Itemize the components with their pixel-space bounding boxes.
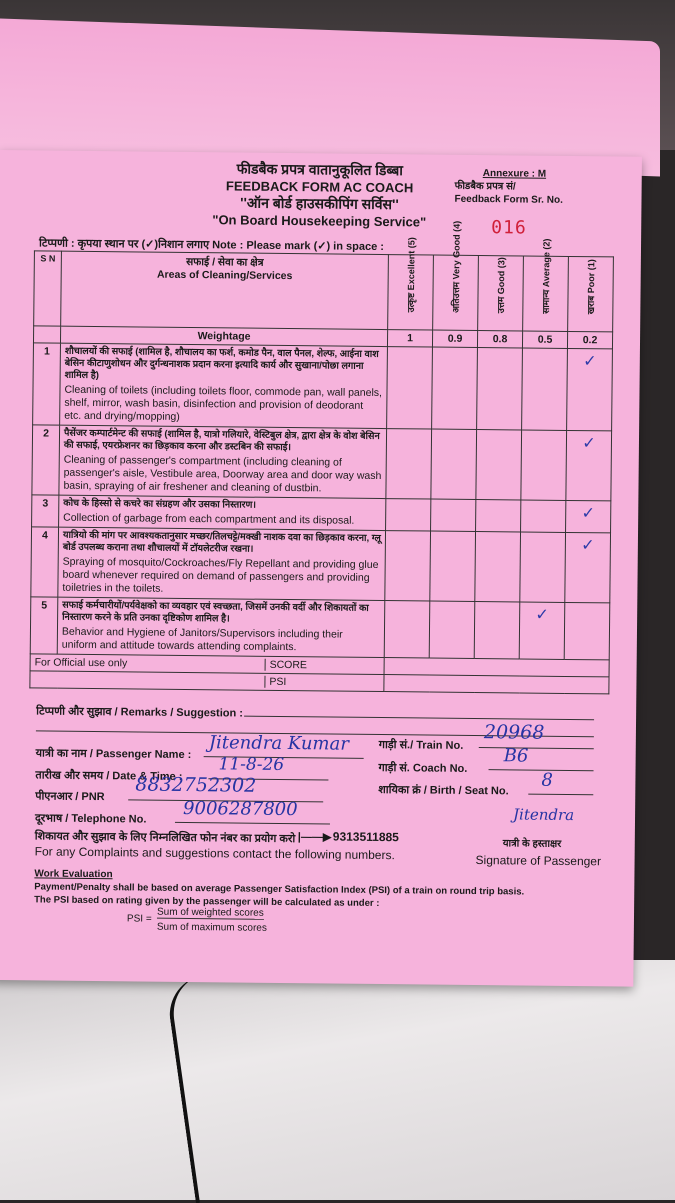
row-sn: 1 [33,343,61,425]
row-description [60,343,388,428]
rating-cell[interactable] [474,601,520,658]
rating-cell[interactable] [384,601,430,658]
remarks-label: टिप्पणी और सुझाव / Remarks / Suggestion : [36,705,244,720]
row-description [58,527,386,600]
table-row [32,425,612,501]
psi-denominator: Sum of maximum scores [156,921,267,934]
row-sn: 3 [32,495,59,527]
checkmark-poor[interactable]: ✓ [567,348,613,430]
rating-cell[interactable] [430,531,476,601]
form-header [149,160,490,232]
table-row [33,343,613,431]
train-no-label: गाड़ी सं./ Train No. [378,738,464,752]
complaint-number[interactable]: 9313511885 [332,829,399,845]
evaluation-line2: The PSI based on rating given by the passenger will be calculated as under : [34,894,380,910]
psi-numerator: Sum of weighted scores [156,906,264,919]
berth-label: शायिका क्रं / Birth / Seat No. [378,783,509,798]
table-row [30,597,610,660]
hindi-title: फीडबैक प्रपत्र वातानुकूलित डिब्बा [236,160,404,179]
berth-value[interactable]: 8 [541,769,553,791]
annexure-block [454,167,584,207]
row-hindi: पैसेंजर कम्पार्टमेन्ट की सफाई (शामिल है, यात्रो गलियारे, वेस्टिबुल क्षेत्र, द्वारा क्षेत्र के वोश बेसिन की सफाई, एयरफ्रेशनर का छिड़काव करना और डस्टबिन की सफाई। [63,427,380,454]
rating-cell[interactable] [431,429,477,499]
form-no-hindi: फीडबैक प्रपत्र सं/ [454,180,516,193]
mark-note: टिप्पणी : कृपया स्थान पर (✓)निशान लगाए Note : Please mark (✓) in space : [38,237,385,254]
evaluation-title: Work Evaluation [34,868,113,881]
signature-value[interactable]: Jitendra [512,805,575,825]
annexure-label: Annexure : M [482,168,547,180]
header-good: उत्तम Good (3) [478,256,524,331]
row-english: Cleaning of passenger's compartment (including cleaning of passenger's aisle, Vestibule area, Doorway area and door way wash basin, spraying of air freshener and cleaning of dustbin. [63,453,382,495]
complaint-hindi: शिकायत और सुझाव के लिए निम्नलिखित फोन नंबर का प्रयोग करो [34,830,296,846]
rating-cell[interactable] [429,601,475,658]
row-hindi: कोच के हिस्सो से कचरे का संग्रहण और उसका निस्तारण। [63,497,257,511]
header-average: सामान्य Average (2) [523,256,569,331]
weightage-label: Weightage [60,326,387,346]
rating-cell[interactable] [431,499,476,531]
row-english: Behavior and Hygiene of Janitors/Supervisors including their uniform and attitude towards attending complaints. [61,625,343,654]
psi-label: PSI [264,676,379,689]
header-excellent: उत्कृष्ट Excellent (5) [388,255,434,330]
row-english: Spraying of mosquito/Cockroaches/Fly Repellant and providing glue board whenever required on demand of passengers and providing toiletries in the toilets. [62,555,379,595]
sn-header: S N [34,251,62,326]
area-header [61,251,389,329]
row-description [59,425,387,498]
coach-no-value[interactable]: B6 [503,745,529,767]
row-english: Collection of garbage from each compartment and its disposal. [63,511,355,527]
rating-cell[interactable] [522,348,568,430]
rating-cell[interactable] [432,347,478,429]
signature-label: Signature of Passenger [475,853,602,869]
bed-sheet-background [0,960,675,1200]
rating-cell[interactable] [386,499,431,531]
coach-no-label: गाड़ी सं. Coach No. [378,761,468,775]
rating-cell[interactable] [387,347,433,429]
rating-cell[interactable] [564,602,610,659]
row-description [57,597,385,657]
checkmark-average[interactable]: ✓ [519,602,565,659]
area-header-hindi: सफाई / सेवा का क्षेत्र [186,255,264,269]
complaint-arrow: |——▶ [297,831,332,844]
weightage-value: 0.8 [477,331,522,348]
weightage-value: 0.2 [567,331,612,348]
date-label: तारीख और समय / Date & Time : [35,769,183,783]
weightage-value: 1 [387,330,432,347]
rating-cell[interactable] [521,500,566,532]
serial-number: 016 [491,217,527,239]
rating-cell[interactable] [477,348,523,430]
english-service: "On Board Housekeeping Service" [212,212,427,230]
evaluation-line1: Payment/Penalty shall be based on average Passenger Satisfaction Index (PSI) of a train on round trip basis. [34,881,525,898]
table-row [31,527,611,603]
checkmark-poor[interactable]: ✓ [566,430,612,500]
rating-cell[interactable] [386,429,432,499]
row-hindi: शौचालयों की सफाई (शामिल है, शौचालय का फर्श, कमोड पैन, वाल पैनल, शेल्फ, आईना वाश बेसिन कीटाणुशोधन और दुर्गन्धनाशक प्रदान करना इत्यादि कार्य और सुखाना/पोछा लगाना शामिल है) [64,345,379,382]
rating-cell[interactable] [475,532,521,602]
official-use-label: For Official use only SCORE [30,654,384,675]
complaint-english: For any Complaints and suggestions contact the following numbers. [34,844,395,863]
telephone-value[interactable]: 9006287800 [183,797,298,821]
pnr-label: पीएनआर / PNR [35,790,105,804]
checkmark-poor[interactable]: ✓ [566,500,611,532]
rating-cell[interactable] [476,430,522,500]
rating-cell[interactable] [385,531,431,601]
row-sn: 5 [30,597,58,654]
weightage-value: 0.9 [432,330,477,347]
header-very-good: अतिउत्तम Very Good (4) [433,255,479,330]
row-hindi: सफाई कर्मचारीयों/पर्यवेक्षको का व्यवहार एवं स्वच्छता, जिसमें उनकी वर्दी और शिकायतों का निस्तारण करने के प्रति उनका दृष्टिकोण शामिल है। [62,599,369,625]
score-label: SCORE [265,659,380,672]
feedback-form-sheet [0,150,642,987]
psi-prefix: PSI = [126,913,152,925]
telephone-label: दूरभाष / Telephone No. [34,812,147,826]
train-no-value[interactable]: 20968 [483,721,545,744]
weightage-value: 0.5 [522,331,567,348]
remarks-line [244,716,594,721]
english-title: FEEDBACK FORM AC COACH [225,178,414,196]
rating-cell[interactable] [521,430,567,500]
pnr-value[interactable]: 8832752302 [135,773,257,797]
row-hindi: यात्रियो की मांग पर आवश्यकतानुसार मच्छर/तिलचट्टे/मक्खी नाशक दवा का छिड़काव करना, ग्लू बोर्ड उपलब्ध कराना तथा शौचालयों में टॉयलेटरीज रखना। [62,529,381,555]
form-no-label: Feedback Form Sr. No. [454,193,563,206]
rating-cell[interactable] [520,532,566,602]
passenger-name-value[interactable]: Jitendra Kumar [208,732,350,755]
row-english: Cleaning of toilets (including toilets floor, commode pan, wall panels, shelf, mirror, wash basin, disinfection and provision of deodorant etc. and drying/mopping) [64,383,383,423]
hindi-service: ''ऑन बोर्ड हाउसकीपिंग सर्विस'' [240,194,399,213]
passenger-name-label: यात्री का नाम / Passenger Name : [35,747,192,762]
row-description [59,495,386,530]
header-poor: खराब Poor (1) [568,256,614,331]
row-sn: 2 [32,425,60,495]
checkmark-poor[interactable]: ✓ [565,532,611,602]
psi-cell [384,675,609,694]
date-value[interactable]: 11-8-26 [218,754,285,776]
rating-cell[interactable] [476,500,521,532]
area-header-english: Areas of Cleaning/Services [156,268,293,283]
row-sn: 4 [31,527,59,597]
signature-hindi: यात्री के हस्ताक्षर [502,838,562,850]
